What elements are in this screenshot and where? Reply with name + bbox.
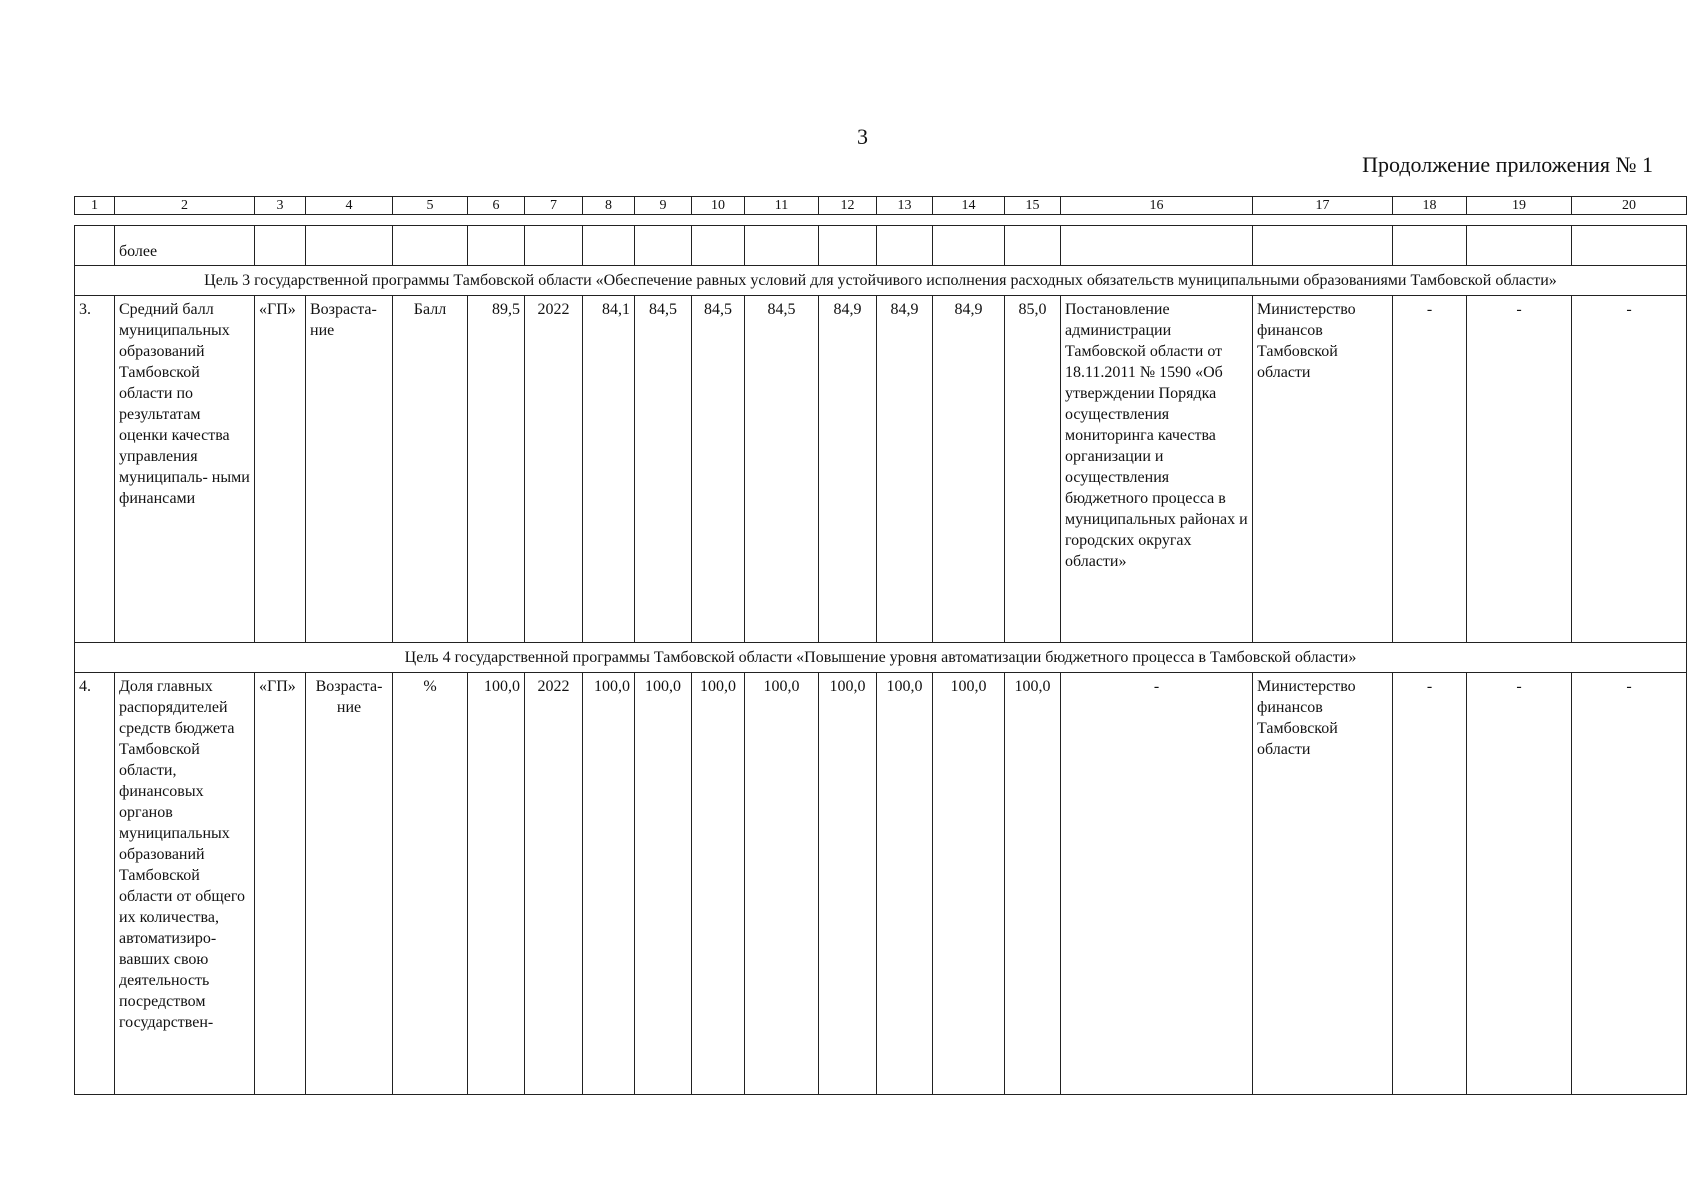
indicator-number: 3.: [75, 296, 115, 643]
indicator-value: 84,5: [635, 296, 692, 643]
indicator-value: 100,0: [877, 673, 933, 1095]
appendix-note: Продолжение приложения № 1: [1362, 152, 1653, 177]
column-number: 4: [306, 197, 393, 215]
table-gap: [75, 215, 1687, 226]
goal-4-heading: Цель 4 государственной программы Тамбовской области «Повышение уровня автоматизации бюджетного процесса в Тамбовской области»: [75, 643, 1687, 673]
table-cell: [1393, 226, 1467, 266]
column-number: 3: [255, 197, 306, 215]
column-number: 7: [525, 197, 583, 215]
column-number: 2: [115, 197, 255, 215]
indicator-trend: Возраста- ние: [306, 673, 393, 1095]
column-number-row: [75, 197, 1687, 215]
indicator-value: 100,0: [692, 673, 745, 1095]
column-number: 16: [1061, 197, 1253, 215]
column-number: 13: [877, 197, 933, 215]
indicator-col-20: -: [1572, 296, 1687, 643]
indicator-unit: Балл: [393, 296, 468, 643]
table-row: [75, 673, 1687, 1095]
indicator-value: 84,9: [819, 296, 877, 643]
table-gap-cell: [75, 215, 1687, 226]
indicator-col-19: -: [1467, 296, 1572, 643]
indicator-type: «ГП»: [255, 673, 306, 1095]
indicator-value: 84,9: [877, 296, 933, 643]
table-cell: [525, 226, 583, 266]
indicator-base-value: 89,5: [468, 296, 525, 643]
indicator-value: 84,5: [745, 296, 819, 643]
column-number: 10: [692, 197, 745, 215]
column-number: 9: [635, 197, 692, 215]
indicator-trend: Возраста- ние: [306, 296, 393, 643]
indicator-base-value: 100,0: [468, 673, 525, 1095]
indicator-responsible: Министерство финансов Тамбовской области: [1253, 296, 1393, 643]
column-number: 14: [933, 197, 1005, 215]
column-number: 17: [1253, 197, 1393, 215]
indicator-base-year: 2022: [525, 296, 583, 643]
column-number: 8: [583, 197, 635, 215]
goal-3-row: [75, 266, 1687, 296]
indicator-value: 100,0: [933, 673, 1005, 1095]
table-row: [75, 296, 1687, 643]
column-number: 15: [1005, 197, 1061, 215]
goal-4-row: [75, 643, 1687, 673]
indicator-unit: %: [393, 673, 468, 1095]
table-cell: [468, 226, 525, 266]
column-number: 12: [819, 197, 877, 215]
indicator-value: 100,0: [745, 673, 819, 1095]
table-cell: [745, 226, 819, 266]
column-number: 18: [1393, 197, 1467, 215]
indicator-responsible: Министерство финансов Тамбовской области: [1253, 673, 1393, 1095]
indicator-value: 84,9: [933, 296, 1005, 643]
indicator-col-19: -: [1467, 673, 1572, 1095]
indicator-base-year: 2022: [525, 673, 583, 1095]
table-cell: [692, 226, 745, 266]
table-cell: [819, 226, 877, 266]
indicator-value: 100,0: [819, 673, 877, 1095]
indicator-number: 4.: [75, 673, 115, 1095]
indicator-value: 100,0: [1005, 673, 1061, 1095]
column-number: 19: [1467, 197, 1572, 215]
indicators-table: [74, 196, 1687, 1095]
table-cell: [1572, 226, 1687, 266]
indicator-type: «ГП»: [255, 296, 306, 643]
indicator-value: 100,0: [635, 673, 692, 1095]
indicator-col-18: -: [1393, 296, 1467, 643]
table-cell: [635, 226, 692, 266]
table-cell: [933, 226, 1005, 266]
column-number: 11: [745, 197, 819, 215]
indicator-name: Доля главных распорядителей средств бюджета Тамбовской области, финансовых органов муниципальных образований Тамбовской области от общего их количества, автоматизиро- вавших свою деятельность посредством государствен-: [115, 673, 255, 1095]
table-cell: [393, 226, 468, 266]
indicator-document: Постановление администрации Тамбовской области от 18.11.2011 № 1590 «Об утверждении Порядка осуществления мониторинга качества организации и осуществления бюджетного процесса в муниципальных районах и городских округах области»: [1061, 296, 1253, 643]
table-cell: [1005, 226, 1061, 266]
goal-3-heading: Цель 3 государственной программы Тамбовской области «Обеспечение равных условий для устойчивого исполнения расходных обязательств муниципальными образованиями Тамбовской области»: [75, 266, 1687, 296]
indicator-value: 84,1: [583, 296, 635, 643]
table-cell: [255, 226, 306, 266]
table-cell: [306, 226, 393, 266]
indicator-document: -: [1061, 673, 1253, 1095]
table-cell: [1061, 226, 1253, 266]
table-cell: [1467, 226, 1572, 266]
table-cell: [583, 226, 635, 266]
page-number: 3: [857, 124, 868, 149]
indicator-value: 84,5: [692, 296, 745, 643]
continuation-text: более: [115, 226, 255, 266]
column-number: 6: [468, 197, 525, 215]
table-cell: [1253, 226, 1393, 266]
column-number: 5: [393, 197, 468, 215]
indicator-col-18: -: [1393, 673, 1467, 1095]
column-number: 20: [1572, 197, 1687, 215]
indicator-col-20: -: [1572, 673, 1687, 1095]
indicator-name: Средний балл муниципальных образований Тамбовской области по результатам оценки качества управления муниципаль- ными финансами: [115, 296, 255, 643]
column-number: 1: [75, 197, 115, 215]
continuation-row: [75, 226, 1687, 266]
table-cell: [75, 226, 115, 266]
indicator-value: 100,0: [583, 673, 635, 1095]
indicator-value: 85,0: [1005, 296, 1061, 643]
table-cell: [877, 226, 933, 266]
